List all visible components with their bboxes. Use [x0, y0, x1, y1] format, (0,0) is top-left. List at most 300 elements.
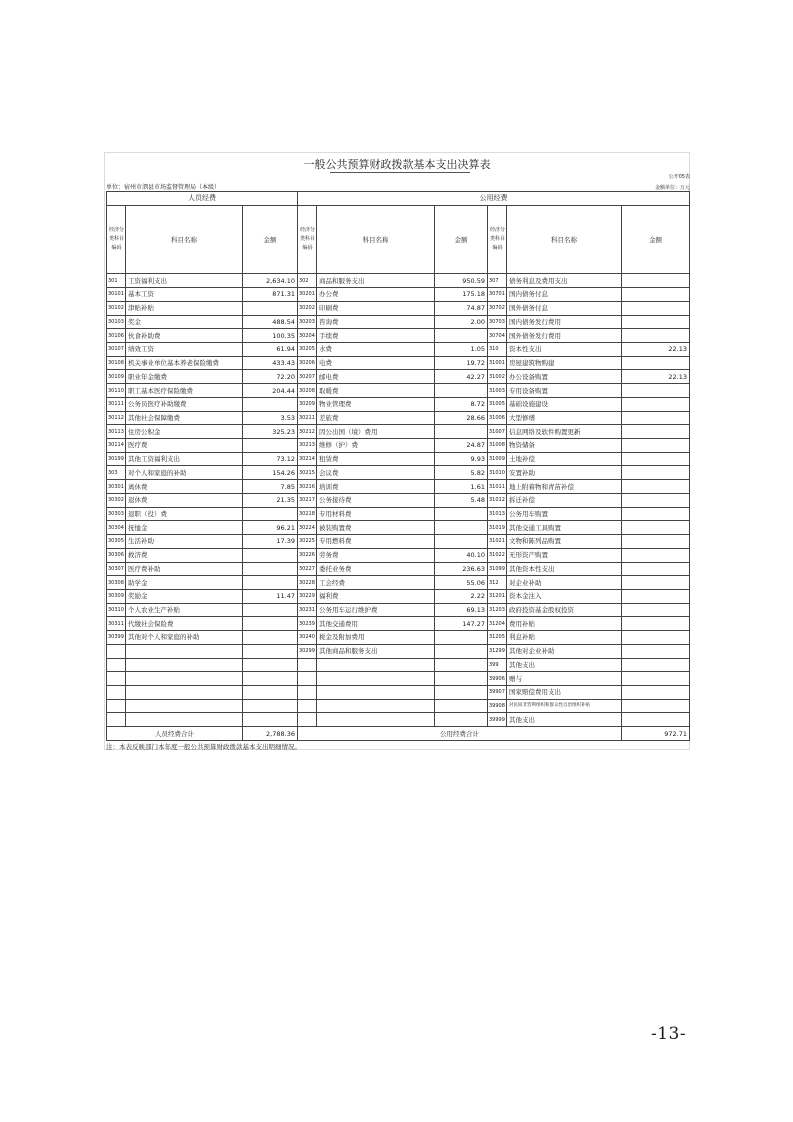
cell-code: 31005	[488, 397, 507, 411]
cell-name: 退职（役）费	[126, 507, 243, 521]
cell-name	[317, 658, 435, 672]
expenditure-table	[106, 191, 690, 741]
cell-amount: 69.13	[435, 603, 488, 617]
cell-amount	[622, 493, 690, 507]
cell-name: 租赁费	[317, 452, 435, 466]
header-amount: 金额	[243, 205, 298, 274]
cell-name: 其他工资福利支出	[126, 452, 243, 466]
table-row	[107, 452, 690, 466]
cell-code: 30199	[107, 452, 126, 466]
cell-code: 30299	[298, 644, 317, 658]
cell-code: 30205	[298, 343, 317, 357]
cell-code: 31007	[488, 425, 507, 439]
cell-amount	[243, 548, 298, 562]
cell-code	[298, 713, 317, 727]
cell-amount	[243, 576, 298, 590]
cell-amount	[243, 713, 298, 727]
cell-amount	[622, 658, 690, 672]
cell-code: 31008	[488, 439, 507, 453]
cell-code: 31022	[488, 548, 507, 562]
cell-code: 30107	[107, 343, 126, 357]
section-personnel: 人员经费	[107, 192, 298, 206]
cell-name: 福利费	[317, 589, 435, 603]
cell-name: 公务用车购置	[507, 507, 622, 521]
header-amount: 金额	[622, 205, 690, 274]
cell-code: 31003	[488, 384, 507, 398]
cell-code: 30102	[107, 301, 126, 315]
cell-amount	[622, 562, 690, 576]
column-header-row	[107, 205, 690, 274]
cell-name: 利息补贴	[507, 631, 622, 645]
table-row	[107, 329, 690, 343]
cell-name	[317, 713, 435, 727]
header-code: 经济分类科目编码	[107, 205, 126, 274]
title-underline	[330, 172, 470, 173]
table-row	[107, 274, 690, 288]
cell-amount: 19.72	[435, 356, 488, 370]
cell-code: 31203	[488, 603, 507, 617]
cell-amount	[622, 384, 690, 398]
cell-code: 30203	[298, 315, 317, 329]
total-personnel-label: 人员经费合计	[107, 727, 243, 741]
cell-amount	[622, 644, 690, 658]
cell-code: 31006	[488, 411, 507, 425]
cell-code: 30228	[298, 576, 317, 590]
cell-name: 取暖费	[317, 384, 435, 398]
cell-code: 31002	[488, 370, 507, 384]
cell-amount: 871.31	[243, 288, 298, 302]
cell-name: 机关事业单位基本养老保险缴费	[126, 356, 243, 370]
cell-amount: 74.87	[435, 301, 488, 315]
cell-amount	[622, 521, 690, 535]
cell-amount	[622, 288, 690, 302]
cell-name: 国家赔偿费用支出	[507, 685, 622, 699]
cell-code	[107, 644, 126, 658]
cell-name: 医疗费	[126, 439, 243, 453]
cell-amount: 17.39	[243, 535, 298, 549]
cell-name: 抚恤金	[126, 521, 243, 535]
cell-amount: 154.26	[243, 466, 298, 480]
cell-amount	[622, 672, 690, 686]
cell-name: 对个人和家庭的补助	[126, 466, 243, 480]
cell-name: 工会经费	[317, 576, 435, 590]
cell-amount	[622, 507, 690, 521]
cell-name	[317, 685, 435, 699]
cell-code: 30114	[107, 439, 126, 453]
cell-code: 30201	[298, 288, 317, 302]
cell-name: 劳务费	[317, 548, 435, 562]
cell-amount	[622, 356, 690, 370]
cell-amount	[622, 439, 690, 453]
cell-amount: 2.00	[435, 315, 488, 329]
table-row	[107, 713, 690, 727]
cell-name: 公务接待费	[317, 493, 435, 507]
cell-code: 30108	[107, 356, 126, 370]
cell-code: 31205	[488, 631, 507, 645]
cell-code: 39906	[488, 672, 507, 686]
cell-name: 印刷费	[317, 301, 435, 315]
table-row	[107, 466, 690, 480]
cell-amount	[243, 658, 298, 672]
table-row	[107, 411, 690, 425]
cell-name: 对民间非营利组织和群众性自治组织补贴	[507, 699, 622, 713]
cell-amount: 1.61	[435, 480, 488, 494]
cell-code: 30399	[107, 631, 126, 645]
table-row	[107, 685, 690, 699]
cell-code: 30240	[298, 631, 317, 645]
cell-code: 31019	[488, 521, 507, 535]
cell-name	[317, 699, 435, 713]
cell-code: 30302	[107, 493, 126, 507]
header-code: 经济分类科目编码	[298, 205, 317, 274]
cell-amount: 96.21	[243, 521, 298, 535]
cell-amount	[622, 685, 690, 699]
cell-name: 资本性支出	[507, 343, 622, 357]
cell-code: 30109	[107, 370, 126, 384]
cell-amount: 236.63	[435, 562, 488, 576]
cell-code: 30310	[107, 603, 126, 617]
cell-name: 办公费	[317, 288, 435, 302]
cell-amount	[622, 301, 690, 315]
cell-name: 代缴社会保险费	[126, 617, 243, 631]
cell-amount	[435, 713, 488, 727]
cell-amount: 5.82	[435, 466, 488, 480]
cell-name: 其他社会保障缴费	[126, 411, 243, 425]
cell-name: 差旅费	[317, 411, 435, 425]
cell-amount	[435, 507, 488, 521]
cell-name: 奖金	[126, 315, 243, 329]
cell-name: 专用材料费	[317, 507, 435, 521]
cell-code: 30112	[107, 411, 126, 425]
money-unit: 金额单位：万元	[654, 185, 690, 191]
cell-name: 国内债务付息	[507, 288, 622, 302]
cell-code: 30224	[298, 521, 317, 535]
cell-amount	[435, 644, 488, 658]
cell-amount	[435, 535, 488, 549]
cell-amount	[243, 644, 298, 658]
cell-name: 资本金注入	[507, 589, 622, 603]
cell-code	[298, 699, 317, 713]
cell-amount: 22.13	[622, 343, 690, 357]
cell-amount	[435, 425, 488, 439]
cell-amount	[622, 315, 690, 329]
cell-name: 地上附着物和青苗补偿	[507, 480, 622, 494]
table-row	[107, 603, 690, 617]
cell-name: 邮电费	[317, 370, 435, 384]
cell-name: 大型修缮	[507, 411, 622, 425]
cell-code: 30215	[298, 466, 317, 480]
cell-code: 30204	[298, 329, 317, 343]
cell-code: 30704	[488, 329, 507, 343]
cell-amount	[435, 658, 488, 672]
cell-name: 国外债务发行费用	[507, 329, 622, 343]
cell-name	[126, 672, 243, 686]
cell-code	[298, 685, 317, 699]
cell-amount: 55.06	[435, 576, 488, 590]
cell-code: 30301	[107, 480, 126, 494]
table-row	[107, 480, 690, 494]
cell-amount: 9.93	[435, 452, 488, 466]
cell-code: 30106	[107, 329, 126, 343]
cell-code: 31204	[488, 617, 507, 631]
cell-amount	[435, 699, 488, 713]
header-amount: 金额	[435, 205, 488, 274]
cell-code: 31011	[488, 480, 507, 494]
cell-amount: 40.10	[435, 548, 488, 562]
cell-amount	[622, 397, 690, 411]
cell-code: 30101	[107, 288, 126, 302]
cell-amount: 175.18	[435, 288, 488, 302]
cell-code	[107, 658, 126, 672]
cell-name	[126, 713, 243, 727]
cell-name	[126, 658, 243, 672]
cell-code: 30305	[107, 535, 126, 549]
cell-amount: 147.27	[435, 617, 488, 631]
cell-name: 助学金	[126, 576, 243, 590]
table-row	[107, 672, 690, 686]
cell-code	[107, 672, 126, 686]
cell-code: 301	[107, 274, 126, 288]
cell-code: 30309	[107, 589, 126, 603]
total-row	[107, 727, 690, 741]
cell-amount: 22.13	[622, 370, 690, 384]
table-row	[107, 617, 690, 631]
cell-amount	[622, 535, 690, 549]
cell-amount	[243, 301, 298, 315]
cell-code: 30216	[298, 480, 317, 494]
cell-amount	[243, 562, 298, 576]
table-row	[107, 699, 690, 713]
cell-amount	[622, 425, 690, 439]
cell-name: 职业年金缴费	[126, 370, 243, 384]
cell-amount	[243, 439, 298, 453]
cell-name: 房屋建筑物购建	[507, 356, 622, 370]
cell-amount: 7.85	[243, 480, 298, 494]
cell-code: 31012	[488, 493, 507, 507]
table-row	[107, 288, 690, 302]
cell-code: 39907	[488, 685, 507, 699]
cell-name: 被装购置费	[317, 521, 435, 535]
cell-amount: 24.87	[435, 439, 488, 453]
cell-amount	[622, 466, 690, 480]
table-row	[107, 493, 690, 507]
cell-name: 个人农业生产补贴	[126, 603, 243, 617]
cell-code: 30307	[107, 562, 126, 576]
cell-code: 39908	[488, 699, 507, 713]
cell-name: 拆迁补偿	[507, 493, 622, 507]
total-public-value: 972.71	[622, 727, 690, 741]
cell-name: 赠与	[507, 672, 622, 686]
cell-code: 31009	[488, 452, 507, 466]
cell-name: 基本工资	[126, 288, 243, 302]
cell-name: 国内债务发行费用	[507, 315, 622, 329]
cell-name: 其他对个人和家庭的补助	[126, 631, 243, 645]
cell-amount	[243, 617, 298, 631]
table-row	[107, 356, 690, 370]
cell-amount	[622, 411, 690, 425]
cell-amount	[622, 548, 690, 562]
cell-code	[107, 685, 126, 699]
cell-amount: 72.20	[243, 370, 298, 384]
cell-amount	[622, 576, 690, 590]
table-row	[107, 507, 690, 521]
cell-name: 退休费	[126, 493, 243, 507]
cell-name: 对企业补助	[507, 576, 622, 590]
table-row	[107, 384, 690, 398]
cell-name: 商品和服务支出	[317, 274, 435, 288]
cell-code: 30212	[298, 425, 317, 439]
cell-name: 因公出国（境）费用	[317, 425, 435, 439]
cell-name: 公务用车运行维护费	[317, 603, 435, 617]
table-row	[107, 658, 690, 672]
cell-code: 30306	[107, 548, 126, 562]
table-row	[107, 521, 690, 535]
table-row	[107, 301, 690, 315]
cell-name: 国外债务付息	[507, 301, 622, 315]
cell-amount	[622, 329, 690, 343]
cell-code: 30218	[298, 507, 317, 521]
table-row	[107, 576, 690, 590]
cell-amount	[435, 384, 488, 398]
cell-code	[298, 658, 317, 672]
cell-code: 312	[488, 576, 507, 590]
form-number: 公开05表	[668, 174, 690, 180]
table-row	[107, 548, 690, 562]
cell-name	[126, 685, 243, 699]
cell-code: 30702	[488, 301, 507, 315]
cell-name: 离休费	[126, 480, 243, 494]
cell-amount: 11.47	[243, 589, 298, 603]
cell-amount	[435, 631, 488, 645]
cell-code: 30227	[298, 562, 317, 576]
cell-name: 工资福利支出	[126, 274, 243, 288]
cell-code: 30225	[298, 535, 317, 549]
cell-name: 住房公积金	[126, 425, 243, 439]
cell-name: 救济费	[126, 548, 243, 562]
cell-code: 302	[298, 274, 317, 288]
header-code: 经济分类科目编码	[488, 205, 507, 274]
cell-name	[317, 672, 435, 686]
cell-name: 其他对企业补助	[507, 644, 622, 658]
cell-name: 物资储备	[507, 439, 622, 453]
cell-name: 公务员医疗补助缴费	[126, 397, 243, 411]
cell-name: 绩效工资	[126, 343, 243, 357]
cell-name: 津贴补贴	[126, 301, 243, 315]
cell-code: 30110	[107, 384, 126, 398]
cell-code: 31001	[488, 356, 507, 370]
cell-name: 税金及附加费用	[317, 631, 435, 645]
cell-name: 生活补助	[126, 535, 243, 549]
cell-code: 31099	[488, 562, 507, 576]
cell-name: 其他支出	[507, 658, 622, 672]
cell-name: 专用燃料费	[317, 535, 435, 549]
cell-name: 土地补偿	[507, 452, 622, 466]
cell-amount: 488.54	[243, 315, 298, 329]
cell-name: 培训费	[317, 480, 435, 494]
total-personnel-value: 2,788.36	[243, 727, 298, 741]
table-row	[107, 425, 690, 439]
cell-amount: 204.44	[243, 384, 298, 398]
cell-name: 费用补贴	[507, 617, 622, 631]
table-row	[107, 535, 690, 549]
table-note: 注：本表反映部门本年度一般公共预算财政拨款基本支出明细情况。	[106, 743, 301, 751]
cell-amount	[435, 685, 488, 699]
section-public: 公用经费	[298, 192, 690, 206]
cell-amount	[622, 274, 690, 288]
cell-code: 30103	[107, 315, 126, 329]
cell-code: 30208	[298, 384, 317, 398]
cell-name: 医疗费补助	[126, 562, 243, 576]
cell-amount	[243, 507, 298, 521]
cell-amount: 73.12	[243, 452, 298, 466]
cell-code: 30202	[298, 301, 317, 315]
cell-amount	[622, 631, 690, 645]
cell-name: 文物和陈列品购置	[507, 535, 622, 549]
cell-code: 30207	[298, 370, 317, 384]
cell-amount: 3.53	[243, 411, 298, 425]
cell-amount: 1.05	[435, 343, 488, 357]
cell-code: 30231	[298, 603, 317, 617]
cell-code: 30229	[298, 589, 317, 603]
cell-code: 30308	[107, 576, 126, 590]
cell-name: 伙食补助费	[126, 329, 243, 343]
cell-code: 30303	[107, 507, 126, 521]
cell-name: 物业管理费	[317, 397, 435, 411]
cell-name: 职工基本医疗保险缴费	[126, 384, 243, 398]
cell-code: 31013	[488, 507, 507, 521]
header-name: 科目名称	[126, 205, 243, 274]
cell-amount	[435, 521, 488, 535]
cell-amount	[622, 699, 690, 713]
cell-code: 303	[107, 466, 126, 480]
cell-amount: 325.23	[243, 425, 298, 439]
cell-code: 31021	[488, 535, 507, 549]
cell-name: 安置补助	[507, 466, 622, 480]
cell-amount: 8.72	[435, 397, 488, 411]
cell-code: 310	[488, 343, 507, 357]
table-row	[107, 315, 690, 329]
cell-amount	[622, 617, 690, 631]
cell-code: 31299	[488, 644, 507, 658]
cell-name: 其他商品和服务支出	[317, 644, 435, 658]
cell-code: 30217	[298, 493, 317, 507]
cell-amount	[243, 699, 298, 713]
cell-amount: 61.94	[243, 343, 298, 357]
cell-amount: 5.48	[435, 493, 488, 507]
cell-name	[126, 699, 243, 713]
cell-code: 31201	[488, 589, 507, 603]
cell-name: 电费	[317, 356, 435, 370]
cell-code: 30113	[107, 425, 126, 439]
section-header-row	[107, 192, 690, 206]
cell-name: 维修（护）费	[317, 439, 435, 453]
cell-amount	[622, 480, 690, 494]
table-row	[107, 370, 690, 384]
cell-code: 399	[488, 658, 507, 672]
cell-code: 30239	[298, 617, 317, 631]
cell-amount	[243, 685, 298, 699]
cell-name: 手续费	[317, 329, 435, 343]
cell-name: 办公设备购置	[507, 370, 622, 384]
cell-amount	[243, 397, 298, 411]
cell-code: 30214	[298, 452, 317, 466]
cell-amount	[622, 713, 690, 727]
cell-name: 基础设施建设	[507, 397, 622, 411]
cell-amount: 2.22	[435, 589, 488, 603]
cell-name: 其他支出	[507, 713, 622, 727]
cell-name: 会议费	[317, 466, 435, 480]
cell-amount: 2,634.10	[243, 274, 298, 288]
